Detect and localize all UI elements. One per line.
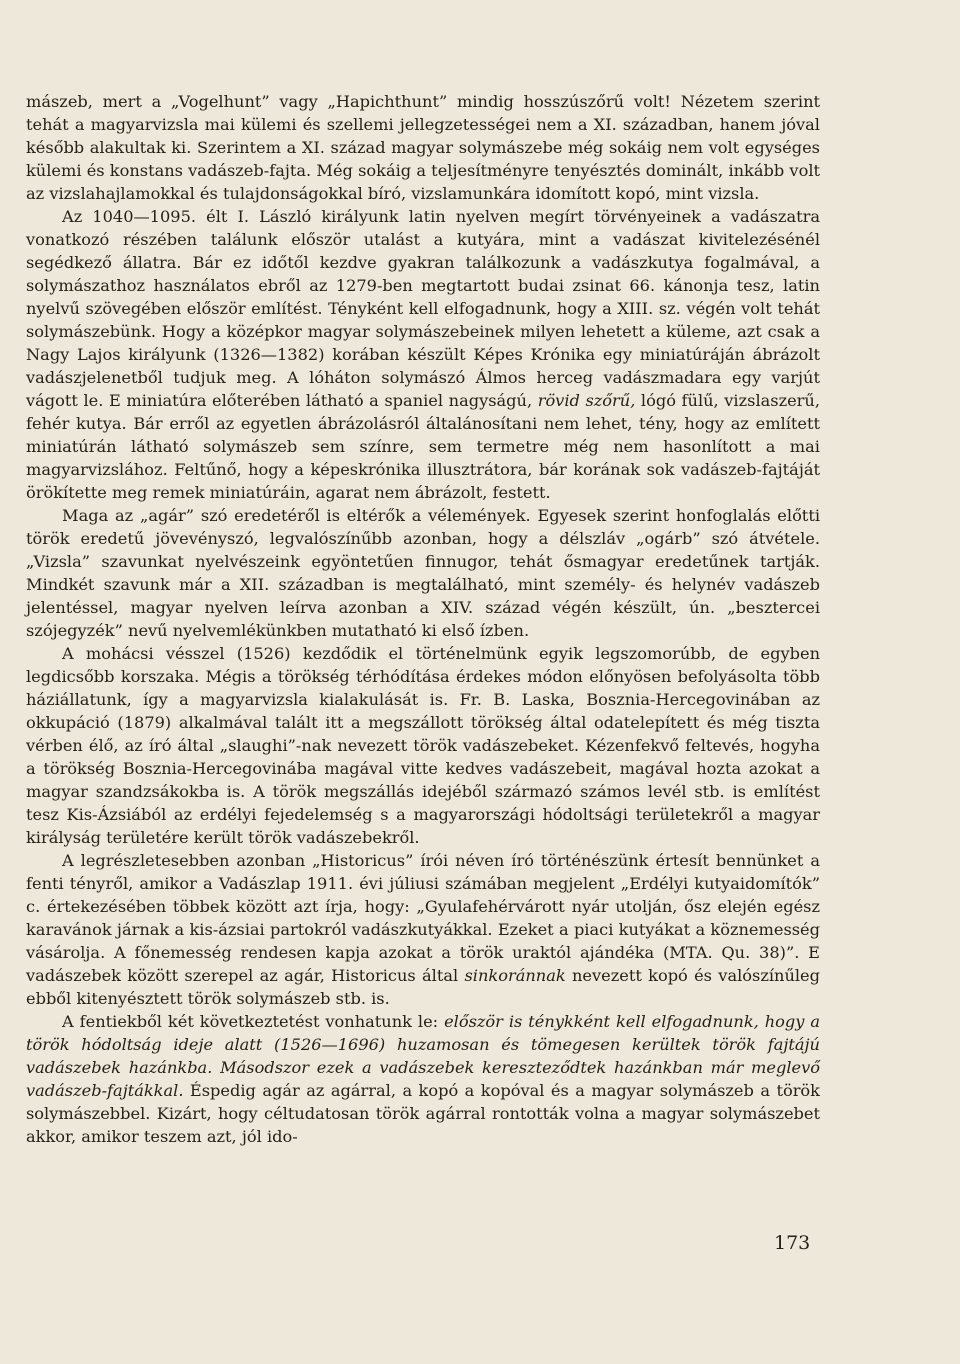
paragraph-2-italic: rövid szőrű,: [537, 391, 636, 410]
paragraph-3: [26, 504, 820, 642]
paragraph-2: [26, 205, 820, 504]
paragraph-6-text-b: Éspedig agár az agárral, a kopó a kopóval és a magyar solymászeb a török solymászebbel. Kizárt, hogy céltudatosan török agárral rontották volna a magyar solymászebet akkor, amikor teszem azt, jól ido-: [26, 1081, 820, 1146]
paragraph-4-text: A mohácsi vésszel (1526) kezdődik el történelmünk egyik legszomorúbb, de egyben legdicsőbb korszaka. Mégis a törökség térhódítása érdekes módon előnyösen befolyásolta több háziállatunk, így a magyarvizsla kialakulását is. Fr. B. Laska, Bosznia-Hercegovinában az okkupáció (1879) alkalmával talált itt a megszállott törökség által odatelepített és még tiszta vérben élő, az író által „slaughi”-nak nevezett török vadászebeket. Kézenfekvő feltevés, hogyha a törökség Bosznia-Hercegovinába magával vitte kedves vadászebeit, magával hozta azokat a magyar szandzsákokba is. A török megszállás idejéből származó számos levél stb. is említést tesz Kis-Ázsiából az erdélyi fejedelemség s a magyarországi hódoltsági területekről a magyar királyság területére került török vadászebekről.: [26, 644, 820, 847]
paragraph-1-text: mászeb, mert a „Vogelhunt” vagy „Hapichthunt” mindig hosszúszőrű volt! Nézetem szerint tehát a magyarvizsla mai külemi és szellemi jellegzetességei nem a XI. században, hanem jóval később alakultak ki. Szerintem a XI. század magyar solymászebe még sokáig nem volt egységes külemi és konstans vadászeb-fajta. Még sokáig a teljesítményre tenyésztés dominált, inkább volt az vizslahajlamokkal és tulajdonságokkal bíró, vizslamunkára idomított kopó, mint vizsla.: [26, 92, 820, 203]
body-text: [26, 90, 820, 1148]
paragraph-6-text-a: A fentiekből két következtetést vonhatunk le:: [62, 1012, 445, 1031]
paragraph-2-text-a: Az 1040—1095. élt I. László királyunk latin nyelven megírt törvényeinek a vadászatra vonatkozó részében találunk először utalást a kutyára, mint a vadászat kivitelezésénél segédkező állatra. Bár ez időtől kezdve gyakran találkozunk a vadászkutya fogalmával, a solymászathoz használatos ebről az 1279-ben megtartott budai zsinat 66. kánonja tesz, latin nyelvű szövegében először említést. Tényként kell elfogadnunk, hogy a XIII. sz. végén volt tehát solymászebünk. Hogy a középkor magyar solymászebeinek milyen lehetett a küleme, azt csak a Nagy Lajos királyunk (1326—1382) korában készült Képes Krónika egy miniatúráján ábrázolt vadászjelenetből tudjuk meg. A lóháton solymászó Álmos herceg vadászmadara egy varjút vágott le. E miniatúra előterében látható a spaniel nagyságú,: [26, 207, 820, 410]
paragraph-4: [26, 642, 820, 849]
page-number: 173: [774, 1232, 811, 1254]
paragraph-2-text-b: lógó fülű, vizslaszerű, fehér kutya. Bár erről az egyetlen ábrázolásról általánosítani nem lehet, tény, hogy az említett miniatúrán látható solymászeb sem színre, sem termetre még nem hasonlított a mai magyarvizslához. Feltűnő, hogy a képeskrónika illusztrátora, bár korának sok vadászeb-fajtáját örökítette meg remek miniatúráin, agarat nem ábrázolt, festett.: [26, 391, 820, 502]
paragraph-1: [26, 90, 820, 205]
paragraph-6-italic: először is ténykként kell elfogadnunk, hogy a török hódoltság ideje alatt (1526—1696) huzamosan és tömegesen kerültek török fajtájú vadászebek hazánkba. Másodszor ezek a vadászebek kereszteződtek hazánkban már meglevő vadászeb-fajtákkal.: [26, 1012, 820, 1100]
paragraph-5-text-b: nevezett kopó és valószínűleg ebből kitenyésztett török solymászeb stb. is.: [26, 966, 821, 1008]
paragraph-5-text-a: A legrészletesebben azonban „Historicus” írói néven író történészünk értesít bennünket a fenti tényről, amikor a Vadászlap 1911. évi júliusi számában megjelent „Erdélyi kutyaidomítók” c. értekezésében többek között azt írja, hogy: „Gyulafehérvárott nyár utolján, ősz elején egész karavánok járnak a kis-ázsiai partokról vadászkutyákkal. Ezeket a piaci kutyákat a köznemesség vásárolja. A főnemesség rendesen kapja azokat a török uraktól ajándéka (MTA. Qu. 38)”. E vadászebek között szerepel az agár, Historicus által: [26, 851, 820, 985]
paragraph-5: [26, 849, 820, 1010]
paragraph-3-text: Maga az „agár” szó eredetéről is eltérők a vélemények. Egyesek szerint honfoglalás előtti török eredetű jövevényszó, legvalószínűbb azonban, hogy a délszláv „ogárb” szó átvétele. „Vizsla” szavunkat nyelvészeink egyöntetűen finnugor, tehát ősmagyar eredetűnek tartják. Mindkét szavunk már a XII. században is megtalálható, mint személy- és helynév vadászeb jelentéssel, magyar nyelven leírva azonban a XIV. század végén készült, ún. „besztercei szójegyzék” nevű nyelvemlékünkben mutatható ki első ízben.: [26, 506, 820, 640]
paragraph-6: [26, 1010, 820, 1148]
paragraph-5-italic: sinkoránnak: [464, 966, 566, 985]
